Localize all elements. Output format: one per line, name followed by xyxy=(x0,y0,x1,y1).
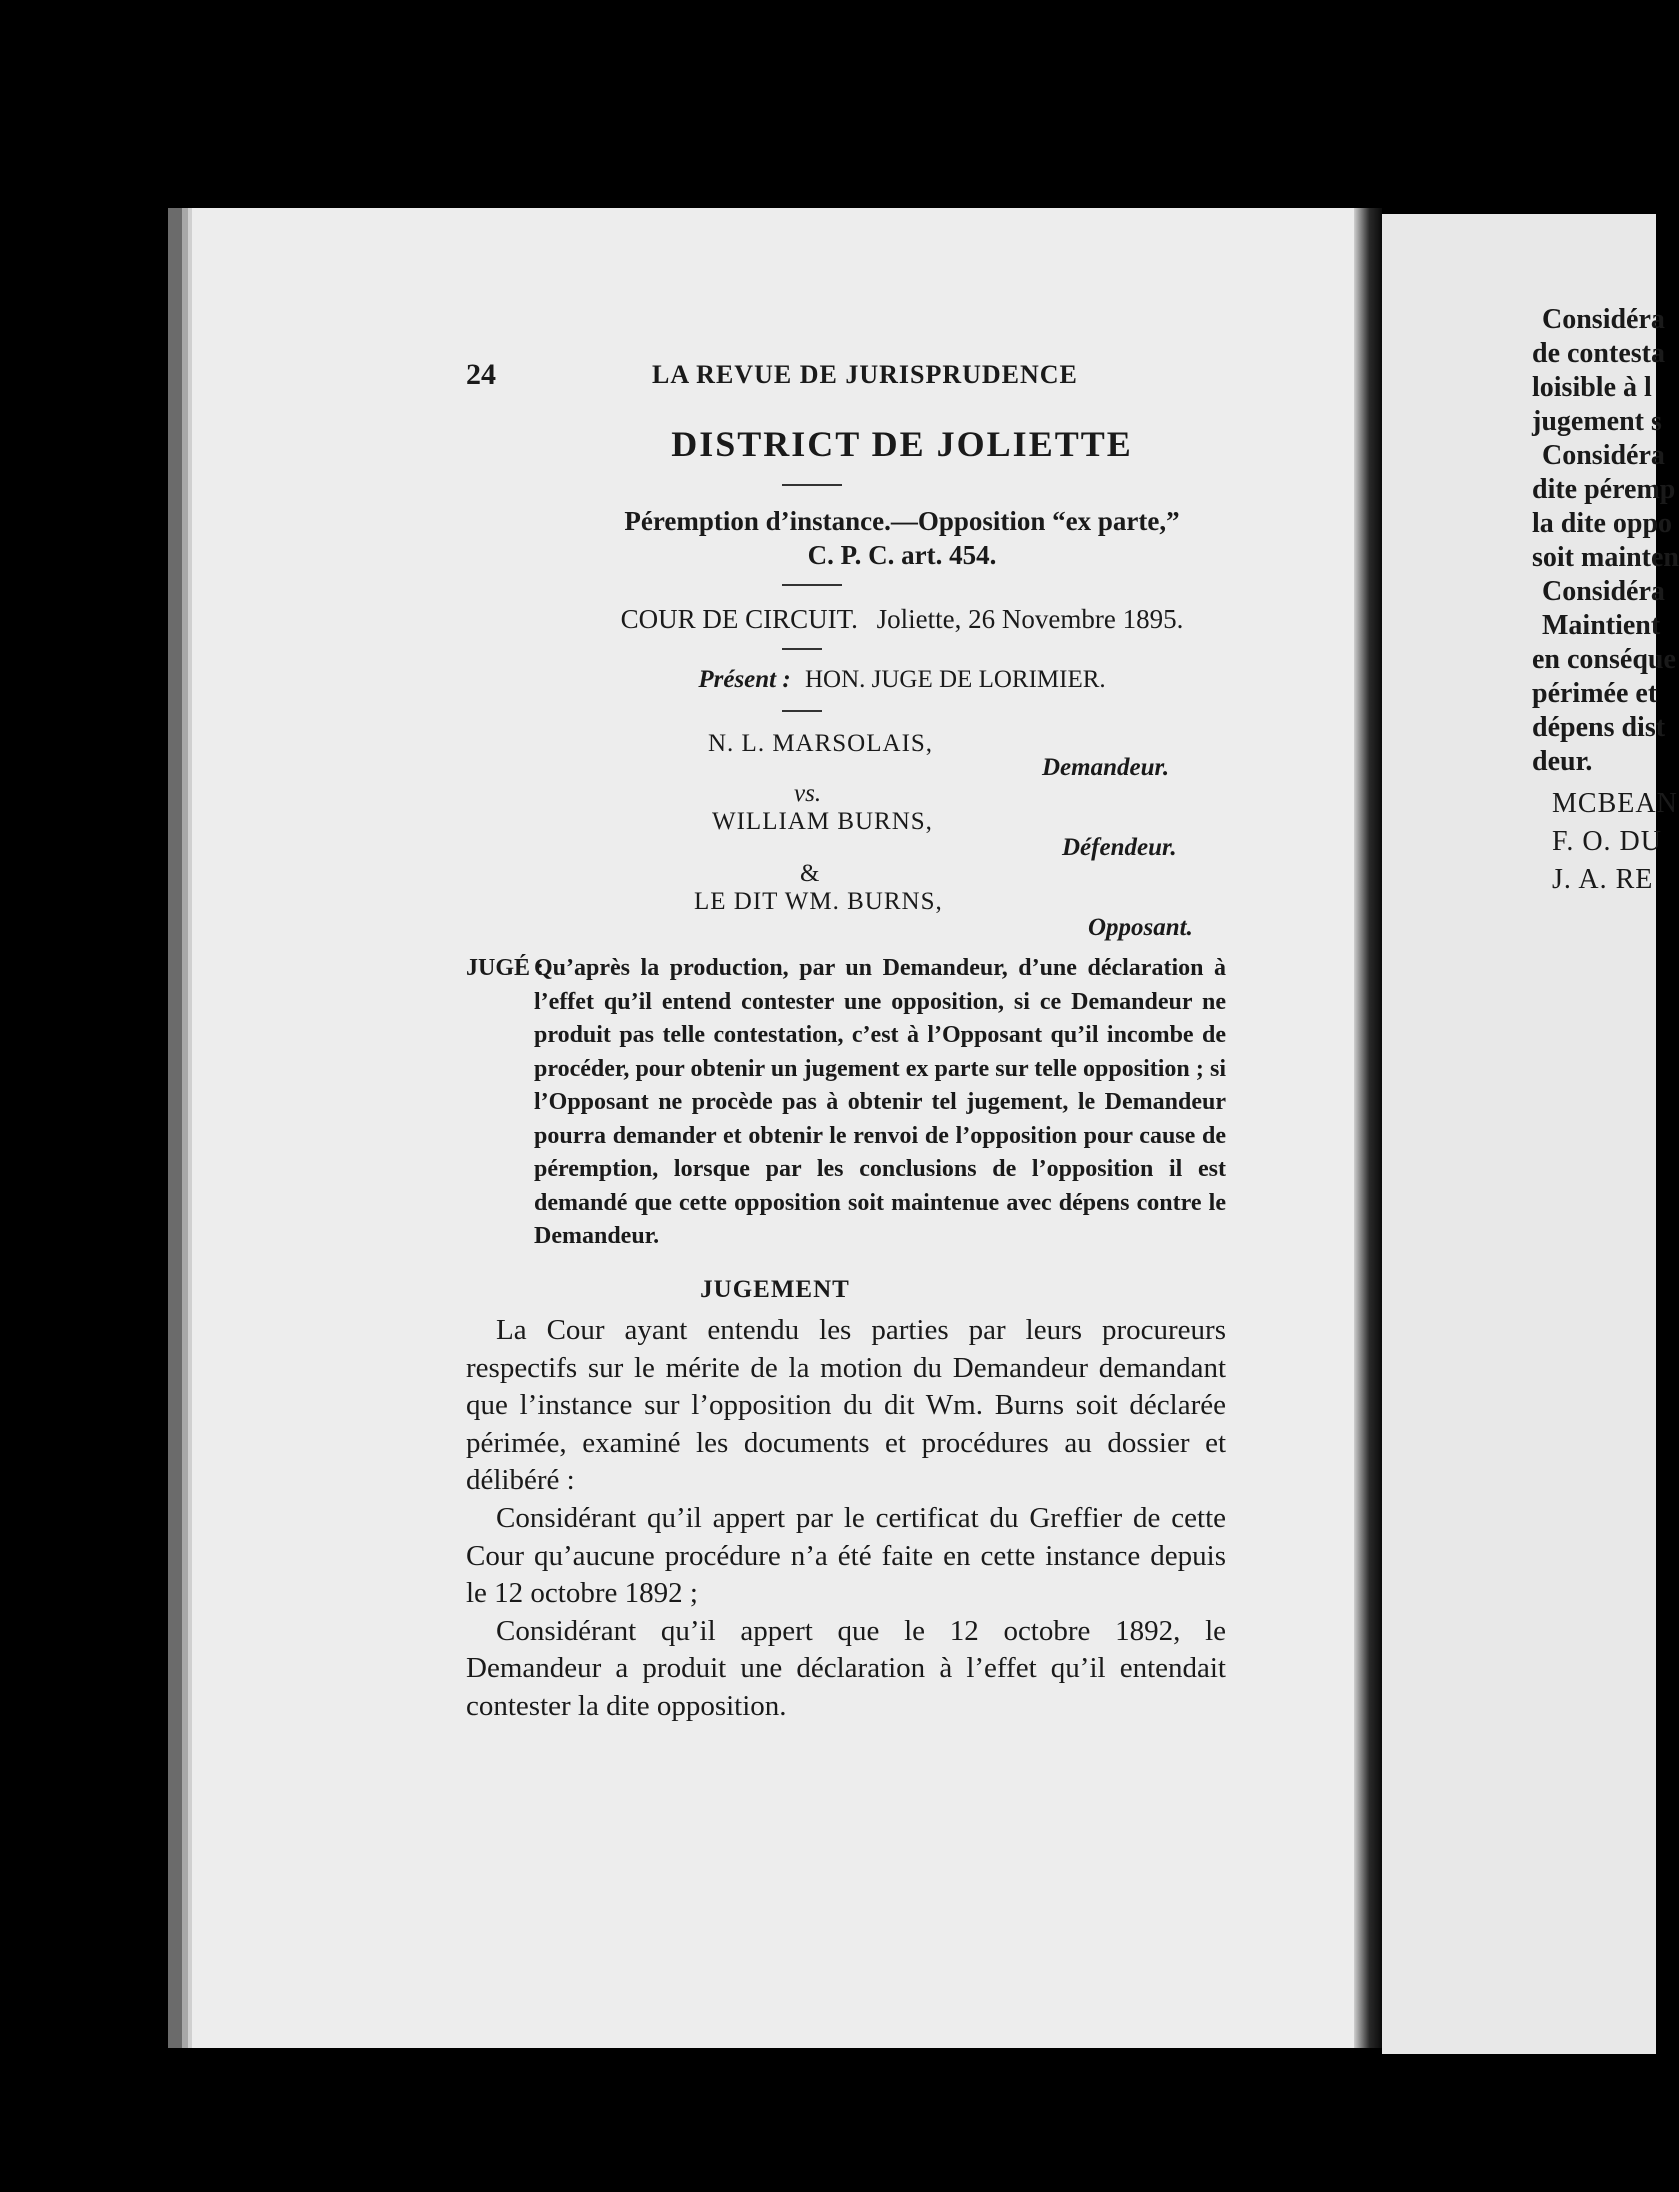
right-page xyxy=(1382,214,1679,2054)
syllabus xyxy=(466,952,1226,1254)
body-paragraph: Considérant qu’il appert par le certificat du Greffier de cette Cour qu’aucune procédure n’a été faite en cette instance depuis le 12 octobre 1892 ; xyxy=(466,1501,1226,1610)
body-paragraph: La Cour ayant entendu les parties par leurs procureurs respectifs sur le mérite de la motion du Demandeur demandant que l’instance sur l’opposition du dit Wm. Burns soit déclarée périmée, examiné les documents et procédures au dossier et délibéré : xyxy=(466,1314,1226,1497)
court-name: COUR DE CIRCUIT. xyxy=(620,604,858,634)
right-fragment: périmée et xyxy=(1532,678,1658,709)
right-fragment: Maintient xyxy=(1542,610,1661,641)
running-head: LA REVUE DE JURISPRUDENCE xyxy=(652,360,1078,389)
subject-line-2: C. P. C. art. 454. xyxy=(807,540,997,570)
rule-divider xyxy=(782,648,822,650)
right-fragment: de contesta xyxy=(1532,338,1665,369)
rule-divider xyxy=(782,710,822,712)
right-fragment: Considéra xyxy=(1542,304,1665,335)
judgment-heading: JUGEMENT xyxy=(700,1276,850,1303)
subject-line-1: Péremption d’instance.—Opposition “ex parte,” xyxy=(624,506,1180,536)
rule-divider xyxy=(782,484,842,486)
syllabus-text: Qu’après la production, par un Demandeur, d’une déclaration à l’effet qu’il entend contester une opposition, si ce Demandeur ne produit pas telle contestation, c’est à l’Opposant qu’il incombe de procéder, pour obtenir un jugement ex parte sur telle opposition ; si l’Opposant ne procède pas à obtenir tel jugement, le Demandeur pourra demander et obtenir le renvoi de l’opposition pour cause de péremption, lorsque par les conclusions de l’opposition il est demandé que cette opposition soit maintenue avec dépens contre le Demandeur. xyxy=(534,955,1226,1249)
court-line xyxy=(482,604,1322,635)
right-fragment: la dite oppo xyxy=(1532,508,1673,539)
present-label: Présent : xyxy=(698,666,791,693)
present-line xyxy=(482,666,1322,694)
party-name-opposant: LE DIT WM. BURNS, xyxy=(694,888,943,915)
signature-line: MCBEAN xyxy=(1552,788,1678,819)
right-fragment: Considéra xyxy=(1542,576,1665,607)
right-fragment: jugement s xyxy=(1532,406,1662,437)
district-title: DISTRICT DE JOLIETTE xyxy=(671,424,1133,464)
present-judge: HON. JUGE DE LORIMIER. xyxy=(804,666,1106,693)
versus: vs. xyxy=(794,780,822,807)
right-fragment: soit mainten xyxy=(1532,542,1679,573)
signature-line: F. O. DU xyxy=(1552,826,1662,857)
party-role-defendant: Défendeur. xyxy=(1062,834,1177,861)
right-fragment: Considéra xyxy=(1542,440,1665,471)
left-page xyxy=(168,208,1368,2048)
right-fragment: deur. xyxy=(1532,746,1593,777)
page-number: 24 xyxy=(466,358,496,391)
rule-divider xyxy=(782,584,842,586)
party-role-opposant: Opposant. xyxy=(1088,914,1193,941)
judgment-body xyxy=(466,1312,1226,1726)
right-fragment: dépens dist xyxy=(1532,712,1666,743)
party-name-defendant: WILLIAM BURNS, xyxy=(712,808,933,835)
book-gutter xyxy=(1354,208,1382,2048)
right-fragment: dite péremp xyxy=(1532,474,1676,505)
ampersand: & xyxy=(800,860,820,887)
court-place-date: Joliette, 26 Novembre 1895. xyxy=(876,604,1184,634)
party-role-plaintiff: Demandeur. xyxy=(1042,754,1170,781)
party-name-plaintiff: N. L. MARSOLAIS, xyxy=(708,730,934,757)
subject-heading xyxy=(482,504,1322,572)
body-paragraph: Considérant qu’il appert que le 12 octobre 1892, le Demandeur a produit une déclaration à l’effet qu’il entendait contester la dite opposition. xyxy=(466,1614,1226,1722)
signature-line: J. A. RE xyxy=(1552,864,1654,895)
syllabus-label: JUGÉ : xyxy=(466,955,544,981)
right-fragment: loisible à l xyxy=(1532,372,1652,403)
right-fragment: en conséque xyxy=(1532,644,1676,675)
